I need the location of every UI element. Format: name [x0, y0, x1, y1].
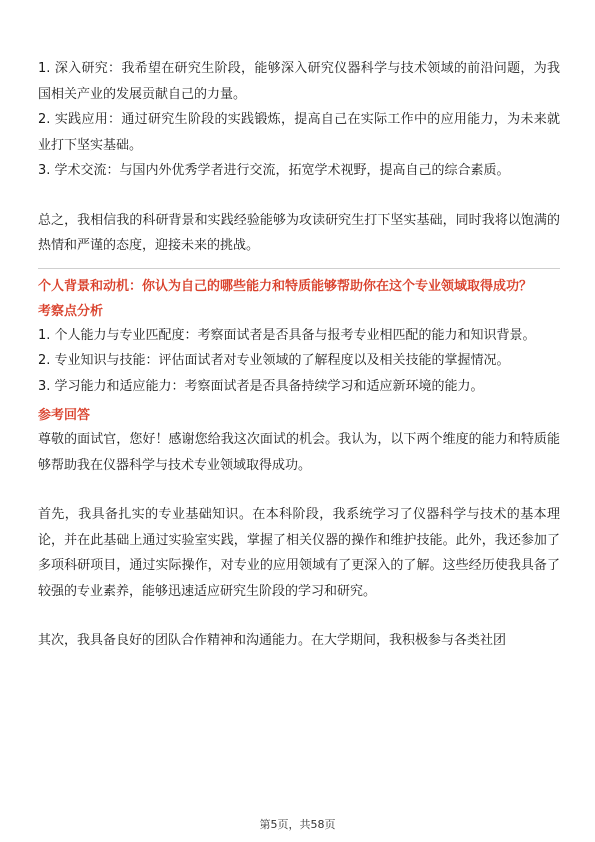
goal-item-research: 1. 深入研究：我希望在研究生阶段，能够深入研究仪器科学与技术领域的前沿问题，为我国相关产业的发展贡献自己的力量。	[38, 61, 560, 102]
answer-paragraph-second: 其次，我具备良好的团队合作精神和沟通能力。在大学期间，我积极参与各类社团	[38, 633, 507, 648]
answer-paragraph-first: 首先，我具备扎实的专业基础知识。在本科阶段，我系统学习了仪器科学与技术的基本理论，并在此基础上通过实验室实践，掌握了相关仪器的操作和维护技能。此外，我还参加了多项科研项目，通过实际操作，对专业的应用领域有了更深入的了解。这些经历使我具备了较强的专业素养，能够迅速适应研究生阶段的学习和研究。	[38, 507, 560, 599]
goal-item-practice: 2. 实践应用：通过研究生阶段的实践锻炼，提高自己在实际工作中的应用能力，为未来就业打下坚实基础。	[38, 112, 560, 153]
goal-item-exchange: 3. 学术交流：与国内外优秀学者进行交流，拓宽学术视野，提高自己的综合素质。	[38, 163, 510, 178]
analysis-item-knowledge: 2. 专业知识与技能：评估面试者对专业领域的了解程度以及相关技能的掌握情况。	[38, 353, 510, 368]
analysis-item-learning: 3. 学习能力和适应能力：考察面试者是否具备持续学习和适应新环境的能力。	[38, 378, 484, 394]
answer-paragraph-greeting: 尊敬的面试官，您好！感谢您给我这次面试的机会。我认为，以下两个维度的能力和特质能够帮助我在仪器科学与技术专业领域取得成功。	[38, 432, 560, 473]
analysis-item-match: 1. 个人能力与专业匹配度：考察面试者是否具备与报考专业相匹配的能力和知识背景。	[38, 327, 536, 343]
document-body	[38, 56, 560, 654]
answer-heading: 参考回答	[38, 408, 91, 423]
interview-question: 个人背景和动机：你认为自己的哪些能力和特质能够帮助你在这个专业领域取得成功？	[38, 278, 533, 294]
conclusion-paragraph: 总之，我相信我的科研背景和实践经验能够为攻读研究生打下坚实基础，同时我将以饱满的热情和严谨的态度，迎接未来的挑战。	[38, 212, 560, 253]
section-divider	[38, 268, 560, 269]
analysis-heading: 考察点分析	[38, 303, 104, 319]
page-footer: 第5页，共58页	[259, 818, 336, 831]
